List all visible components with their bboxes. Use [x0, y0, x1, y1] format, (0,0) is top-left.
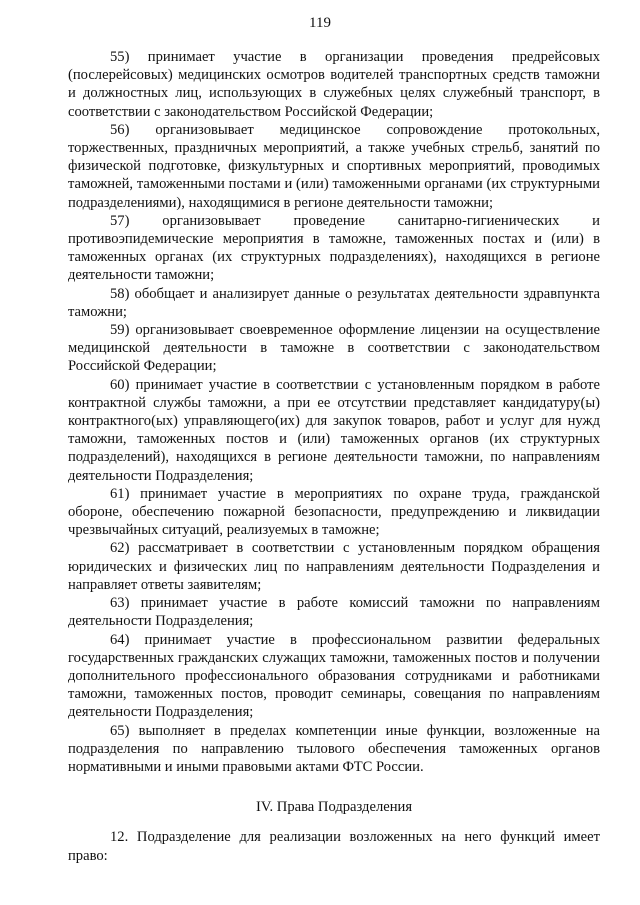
document-body — [68, 48, 600, 865]
list-item-60: 60) принимает участие в соответствии с установленным порядком в работе контрактной службы таможни, а при ее отсутствии представляет кандидатуру(ы) контрактного(ых) управляющего(их) для закупок товаров, работ и услуг для нужд таможни, таможенных постов и (или) таможенных органов (их структурных подразделений), находящихся в регионе деятельности таможни, по направлениям деятельности Подразделения; — [68, 376, 600, 484]
list-item-55: 55) принимает участие в организации проведения предрейсовых (послерейсовых) медицинских осмотров водителей транспортных средств таможни и должностных лиц, использующих в служебных целях служебный транспорт, в соответствии с законодательством Российской Федерации; — [68, 49, 600, 120]
list-item-63: 63) принимает участие в работе комиссий таможни по направлениям деятельности Подразделения; — [68, 595, 600, 630]
list-item-58: 58) обобщает и анализирует данные о результатах деятельности здравпункта таможни; — [68, 285, 600, 320]
list-item-64: 64) принимает участие в профессиональном развитии федеральных государственных гражданских служащих таможни, таможенных постов и получении дополнительного профессионального образования сотрудниками и работниками таможни, таможенных постов, проводит семинары, совещания по направлениям деятельности Подразделения; — [68, 631, 600, 721]
list-item-62: 62) рассматривает в соответствии с установленным порядком обращения юридических и физических лиц по направлениям деятельности Подразделения и направляет ответы заявителям; — [68, 540, 600, 593]
page-number: 119 — [309, 15, 331, 31]
list-item-56: 56) организовывает медицинское сопровождение протокольных, торжественных, праздничных мероприятий, а также учебных стрельб, занятий по физической подготовке, физкультурных и спортивных мероприятий, проводимых таможней, таможенными постами и (или) таможенными органами (их структурными подразделениями), находящимися в регионе деятельности таможни; — [68, 121, 600, 211]
list-item-61: 61) принимает участие в мероприятиях по охране труда, гражданской обороне, обеспечению пожарной безопасности, предупреждению и ликвидации чрезвычайных ситуаций, реализуемых в таможне; — [68, 485, 600, 539]
section-heading: IV. Права Подразделения — [255, 799, 413, 816]
list-item-65: 65) выполняет в пределах компетенции иные функции, возложенные на подразделения по направлению тылового обеспечения таможенных органов нормативными и иными правовыми актами ФТС России. — [68, 722, 600, 775]
list-item-57: 57) организовывает проведение санитарно-гигиенических и противоэпидемические мероприятия в таможне, таможенных постах и (или) в таможенных органах (их структурных подразделениях), находящихся в регионе деятельности таможни; — [68, 212, 600, 284]
list-item-59: 59) организовывает своевременное оформление лицензии на осуществление медицинской деятельности в таможне в соответствии с законодательством Российской Федерации; — [68, 322, 600, 375]
closing-paragraph: 12. Подразделение для реализации возложенных на него функций имеет право: — [68, 829, 600, 864]
